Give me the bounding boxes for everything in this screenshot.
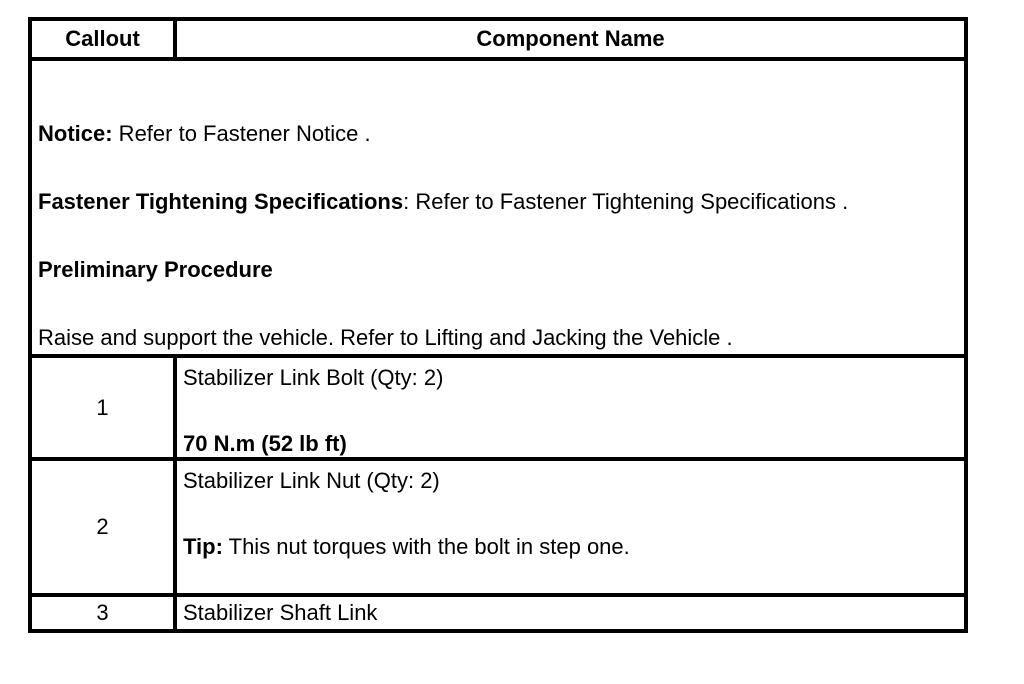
tip-paragraph <box>183 535 958 559</box>
callout-number: 1 <box>30 356 175 459</box>
intro-row <box>30 59 966 356</box>
notice-label: Notice: <box>38 121 113 146</box>
callout-header: Callout <box>30 19 175 59</box>
torque-spec: 70 N.m (52 lb ft) <box>183 431 347 456</box>
tip-text: This nut torques with the bolt in step one. <box>222 534 630 559</box>
notice-text: Refer to Fastener Notice . <box>112 121 371 146</box>
intro-cell <box>30 59 966 356</box>
prelim-heading: Preliminary Procedure <box>38 257 273 282</box>
spec-text: : Refer to Fastener Tightening Specifications . <box>403 189 849 214</box>
spec-paragraph <box>38 190 958 214</box>
notice-paragraph <box>38 122 958 146</box>
component-name: Stabilizer Link Bolt (Qty: 2) <box>183 365 444 390</box>
table-row <box>30 356 966 459</box>
table-row <box>30 595 966 631</box>
callout-number: 2 <box>30 459 175 595</box>
prelim-text: Raise and support the vehicle. Refer to Lifting and Jacking the Vehicle . <box>38 325 733 350</box>
component-name: Stabilizer Link Nut (Qty: 2) <box>183 468 440 493</box>
component-name-header: Component Name <box>175 19 966 59</box>
component-cell <box>175 356 966 459</box>
tip-label: Tip: <box>183 534 223 559</box>
header-row <box>30 19 966 59</box>
spec-label: Fastener Tightening Specifications <box>38 189 404 214</box>
component-name: Stabilizer Shaft Link <box>183 600 378 625</box>
callout-table <box>28 17 968 633</box>
component-cell <box>175 595 966 631</box>
component-cell <box>175 459 966 595</box>
callout-number: 3 <box>30 595 175 631</box>
table-row <box>30 459 966 595</box>
